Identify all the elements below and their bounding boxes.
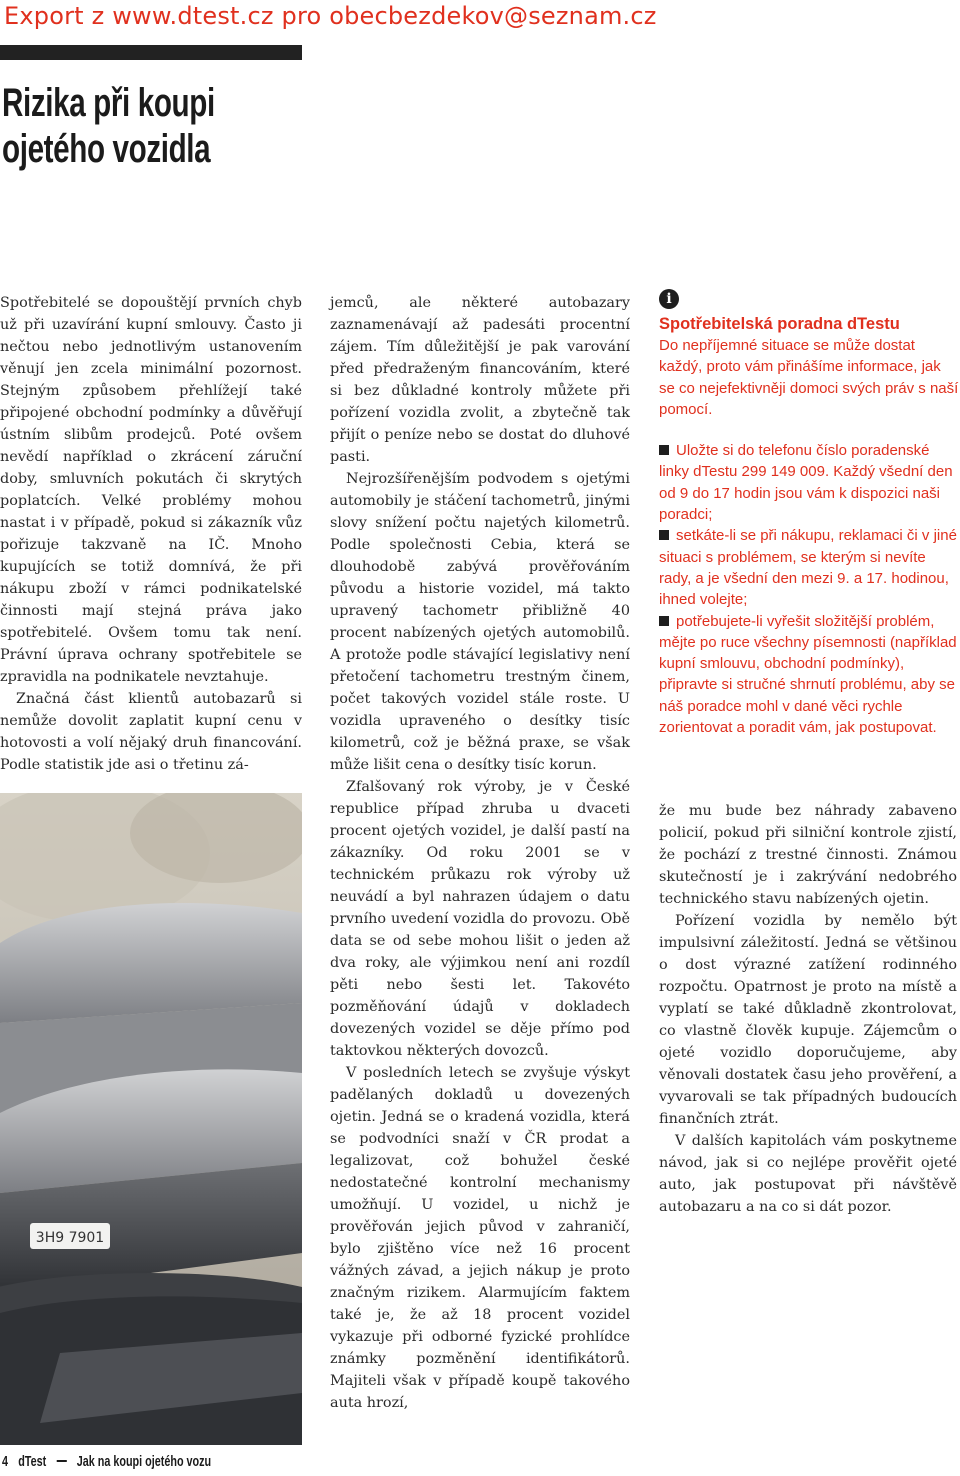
- tip-item: [659, 611, 959, 739]
- license-plate: 3H9 7901: [35, 1230, 105, 1246]
- page-number: 4: [2, 1453, 9, 1470]
- info-icon: i: [659, 289, 679, 309]
- top-rule: [0, 45, 302, 60]
- paragraph: Nejrozšířenějším podvodem s ojetými automobily je stáčení tachometrů, jinými slovy snížení počtu najetých kilometrů. Podle společnosti Cebia, která se dlouhodobě zabývá prověřováním původu a historie vozidel, má takto upravený tachometr přibližně 40 procent nabízených ojetých automobilů. A protože podle stávající legislativy není přetočení tachometru trestným činem, počet takových vozidel stále roste. U vozidla upraveného o desítky tisíc kilometrů, což je běžná praxe, se však může lišit cena o desítky tisíc korun.: [330, 471, 630, 773]
- title-line-1: Rizika při koupi: [2, 81, 215, 125]
- column-3: [659, 800, 957, 1218]
- footer-brand: dTest: [18, 1453, 47, 1470]
- square-bullet-icon: [659, 530, 669, 540]
- paragraph: V posledních letech se zvyšuje výskyt padělaných dokladů u dovezených ojetin. Jedná se o kradená vozidla, která se podvodníci snaží v ČR prodat a legalizovat, což bohužel české nedostatečné kontrolní mechanismy umožňují. U vozidel, u nichž je prověřován jejich původ v zahraničí, bylo zjištěno více než 16 procent vážných závad, a jejich nákup je proto značným rizikem. Alarmujícím faktem také je, že až 18 procent vozidel vykazuje při odborné fyzické prohlídce známky pozměnění identifikátorů. Majiteli však v případě koupě takového auta hrozí,: [330, 1065, 630, 1411]
- car-lot-illustration: [0, 793, 302, 1445]
- square-bullet-icon: [659, 616, 669, 626]
- sidebar-intro: Do nepříjemné situace se může dostat každý, proto vám přinášíme informace, jak se co nejefektivněji domoci svých práv s naší pomocí.: [659, 337, 959, 418]
- paragraph: Spotřebitelé se dopouštějí prvních chyb už při uzavírání kupní smlouvy. Často ji nečtou nebo jednotlivým ustanovením věnují jen zcela minimální pozornost. Stejným způsobem přehlížejí také připojené obchodní podmínky a důvěřují ústním slibům prodejců. Poté ovšem nevědí například o zkrácení záruční doby, smluvních pokutách či skrytých poplatcích. Velké problémy mohou nastat i v případě, pokud si zákazník vůz pořizuje takzvaně na IČ. Mnoho kupujících se totiž domnívá, že při nákupu zboží v rámci podnikatelské činnosti mají stejná práva jako spotřebitelé. Ovšem tomu tak není. Právní úprava ochrany spotřebitele se zpravidla na podnikatele nevztahuje.: [0, 295, 302, 685]
- title-line-2: ojetého vozidla: [2, 127, 211, 171]
- paragraph: že mu bude bez náhrady zabaveno policií, pokud při silniční kontrole zjistí, že pochází z trestné činnosti. Známou skutečností je i zakrývání nedobrého technického stavu nabízených ojetin.: [659, 803, 957, 907]
- sidebar-heading: Spotřebitelská poradna dTestu: [659, 315, 900, 333]
- paragraph: Zfalšovaný rok výroby, je v České republice případ zhruba u dvaceti procent ojetých vozidel, je další pastí na zákazníky. Od roku 2001 se v technickém průkazu rok výroby už neuvádí a byl nahrazen údajem o datu prvního uvedení vozidla do provozu. Obě data se od sebe mohou lišit o jeden až dva roky, ale výjimkou není ani rozdíl pěti nebo šesti let. Takovéto pozměňování údajů v dokladech dovezených vozidel se děje přímo pod taktovkou některých dovozců.: [330, 779, 630, 1059]
- advice-sidebar: [659, 289, 959, 738]
- tip-text: setkáte-li se při nákupu, reklamaci či v jiné situaci s problémem, se kterým si nevíte rady, a je všední den mezi 9. a 17. hodinou, ihned volejte;: [659, 527, 957, 609]
- sidebar-tips: [659, 440, 959, 738]
- tip-text: potřebujete-li vyřešit složitější problém, mějte po ruce všechny písemnosti (například kupní smlouvu, obchodní podmínky), připravte si stručné shrnutí problému, aby se náš poradce mohl v dané věci rychle zorientovat a poradit vám, jak postupovat.: [659, 612, 957, 737]
- car-lot-photo: [0, 793, 302, 1445]
- paragraph: Pořízení vozidla by nemělo být impulsivní záležitostí. Jedná se většinou o dost výrazné zatížení rodinného rozpočtu. Opatrnost je proto na místě a vyplatí se také důkladně zkontrolovat, co vlastně člověk kupuje. Zájemcům o ojeté vozidlo doporučujeme, aby věnovali dostatek času jeho prověření, a vyvarovali se tak případných budoucích finančních ztrát.: [659, 913, 957, 1127]
- square-bullet-icon: [659, 445, 669, 455]
- export-header: Export z www.dtest.cz pro obecbezdekov@seznam.cz: [4, 2, 657, 30]
- tip-item: [659, 440, 959, 525]
- column-2: [330, 292, 630, 1414]
- paragraph: V dalších kapitolách vám poskytneme návod, jak si co nejlépe prověřit ojeté auto, jak postupovat při návštěvě autobazaru a na co si dát pozor.: [659, 1133, 957, 1215]
- tip-item: [659, 525, 959, 610]
- footer-publication: Jak na koupi ojetého vozu: [76, 1453, 212, 1470]
- article-title: [2, 80, 215, 172]
- paragraph: Značná část klientů autobazarů si nemůže dovolit zaplatit kupní cenu v hotovosti a volí nějaký druh financování. Podle statistik jde asi o třetinu zá-: [0, 691, 302, 773]
- column-1: [0, 292, 302, 776]
- footer-dash: [56, 1460, 66, 1462]
- tip-text: Uložte si do telefonu číslo poradenské linky dTestu 299 149 009. Každý všední den od 9 do 17 hodin jsou vám k dispozici naši poradci;: [659, 442, 953, 524]
- page-footer: [2, 1453, 218, 1470]
- paragraph: jemců, ale některé autobazary zaznamenávají až padesáti procentní zájem. Tím důležitější je pak varování před předraženým financováním, které si bez důkladné kontroly můžete při pořízení vozidla zvolit, a zbytečně tak přijít o peníze nebo se dostat do dluhové pasti.: [330, 295, 630, 465]
